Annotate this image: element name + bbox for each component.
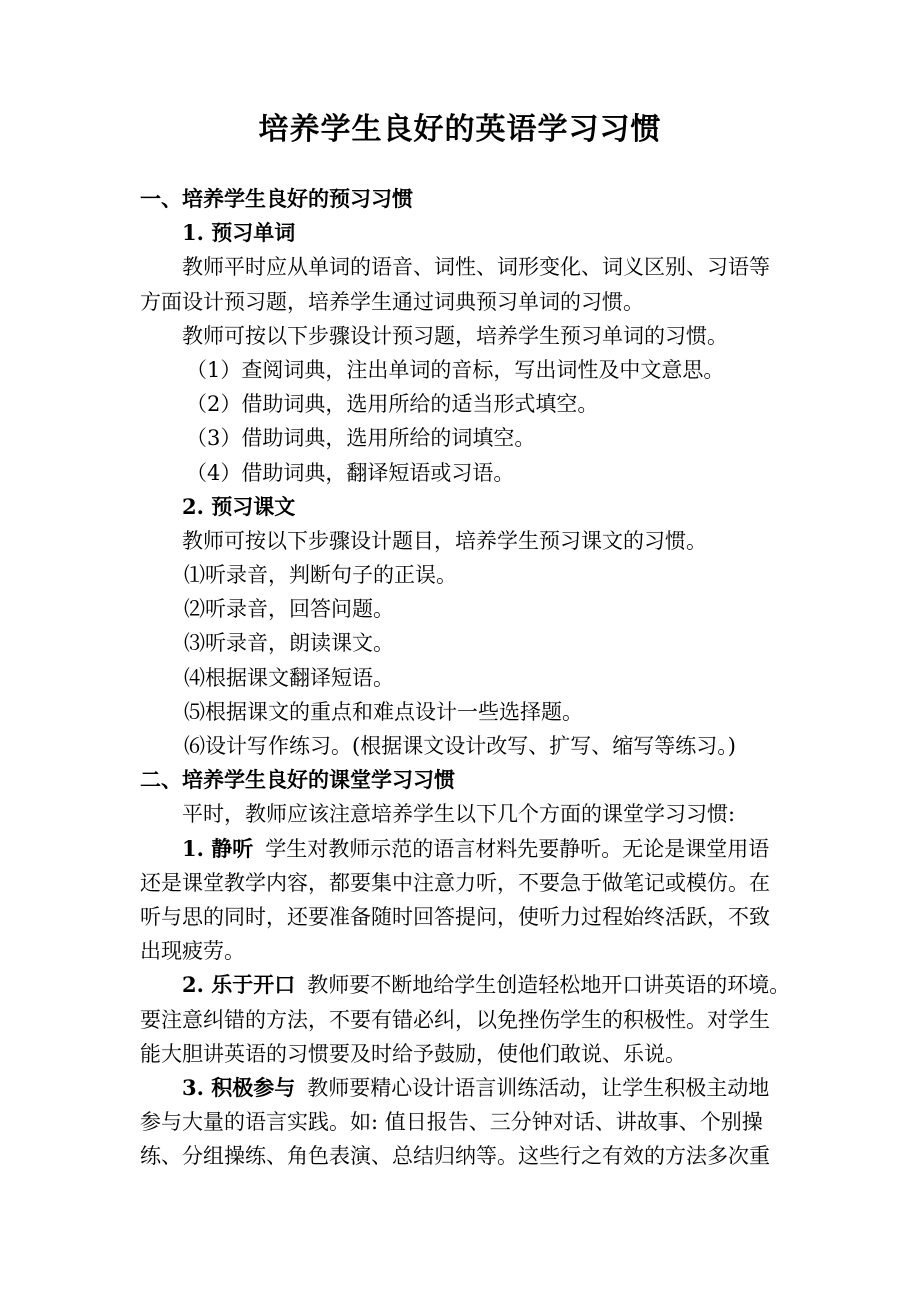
document-title: 培养学生良好的英语学习习惯 — [258, 112, 662, 147]
section-heading-preview-habits: 一、培养学生良好的预习习惯 — [140, 186, 413, 211]
list-item: （4）借助词典，翻译短语或习语。 — [186, 460, 515, 485]
point-text: 学生对教师示范的语言材料先要静听。无论是课堂用语 — [265, 836, 770, 861]
list-item: ⑹设计写作练习。(根据课文设计改写、扩写、缩写等练习。) — [184, 734, 736, 758]
paragraph-line: 要注意纠错的方法，不要有错必纠，以免挫伤学生的积极性。对学生 — [140, 1007, 770, 1032]
paragraph-line: 能大胆讲英语的习惯要及时给予鼓励，使他们敢说、乐说。 — [140, 1041, 686, 1066]
paragraph-line: 还是课堂教学内容，都要集中注意力听，不要急于做笔记或模仿。在 — [140, 870, 770, 895]
paragraph-line: 教师平时应从单词的语音、词性、词形变化、词义区别、习语等 — [182, 255, 770, 280]
point-label-listen: 1. 静听 — [182, 835, 254, 861]
point-text: 教师要精心设计语言训练活动，让学生积极主动地 — [307, 1075, 770, 1100]
paragraph-line — [140, 832, 790, 866]
point-label-speak: 2. 乐于开口 — [182, 972, 296, 998]
paragraph-line: 出现疲劳。 — [140, 939, 245, 964]
list-item: （1）查阅词典，注出单词的音标，写出词性及中文意思。 — [186, 357, 725, 382]
paragraph-line: 听与思的同时，还要准备随时回答提问，使听力过程始终活跃，不致 — [140, 904, 770, 929]
point-text: 教师要不断地给学生创造轻松地开口讲英语的环境。 — [307, 973, 790, 998]
paragraph-line: 练、分组操练、角色表演、总结归纳等。这些行之有效的方法多次重 — [140, 1144, 770, 1169]
list-item: （2）借助词典，选用所给的适当形式填空。 — [186, 392, 599, 417]
subheading-preview-text: 2. 预习课文 — [182, 493, 296, 519]
list-item: ⑴听录音，判断句子的正误。 — [184, 563, 457, 588]
paragraph-line — [140, 1071, 790, 1105]
section-heading-classroom-habits: 二、培养学生良好的课堂学习习惯 — [140, 767, 455, 793]
document-body — [140, 182, 790, 1173]
subheading-preview-words: 1. 预习单词 — [182, 220, 296, 246]
list-item: ⑷根据课文翻译短语。 — [184, 665, 394, 690]
list-item: ⑶听录音，朗读课文。 — [184, 631, 394, 656]
paragraph-line: 方面设计预习题，培养学生通过词典预习单词的习惯。 — [140, 289, 644, 314]
list-item: （3）借助词典，选用所给的词填空。 — [186, 426, 536, 451]
paragraph-line: 参与大量的语言实践。如: 值日报告、三分钟对话、讲故事、个别操 — [140, 1110, 763, 1135]
point-label-participate: 3. 积极参与 — [182, 1074, 296, 1100]
paragraph-line: 平时，教师应该注意培养学生以下几个方面的课堂学习习惯: — [182, 802, 736, 827]
paragraph-line — [140, 968, 790, 1002]
list-item: ⑸根据课文的重点和难点设计一些选择题。 — [184, 699, 583, 724]
paragraph-line: 教师可按以下步骤设计预习题，培养学生预习单词的习惯。 — [182, 323, 728, 348]
list-item: ⑵听录音，回答问题。 — [184, 597, 394, 622]
paragraph-line: 教师可按以下步骤设计题目，培养学生预习课文的习惯。 — [182, 528, 707, 553]
